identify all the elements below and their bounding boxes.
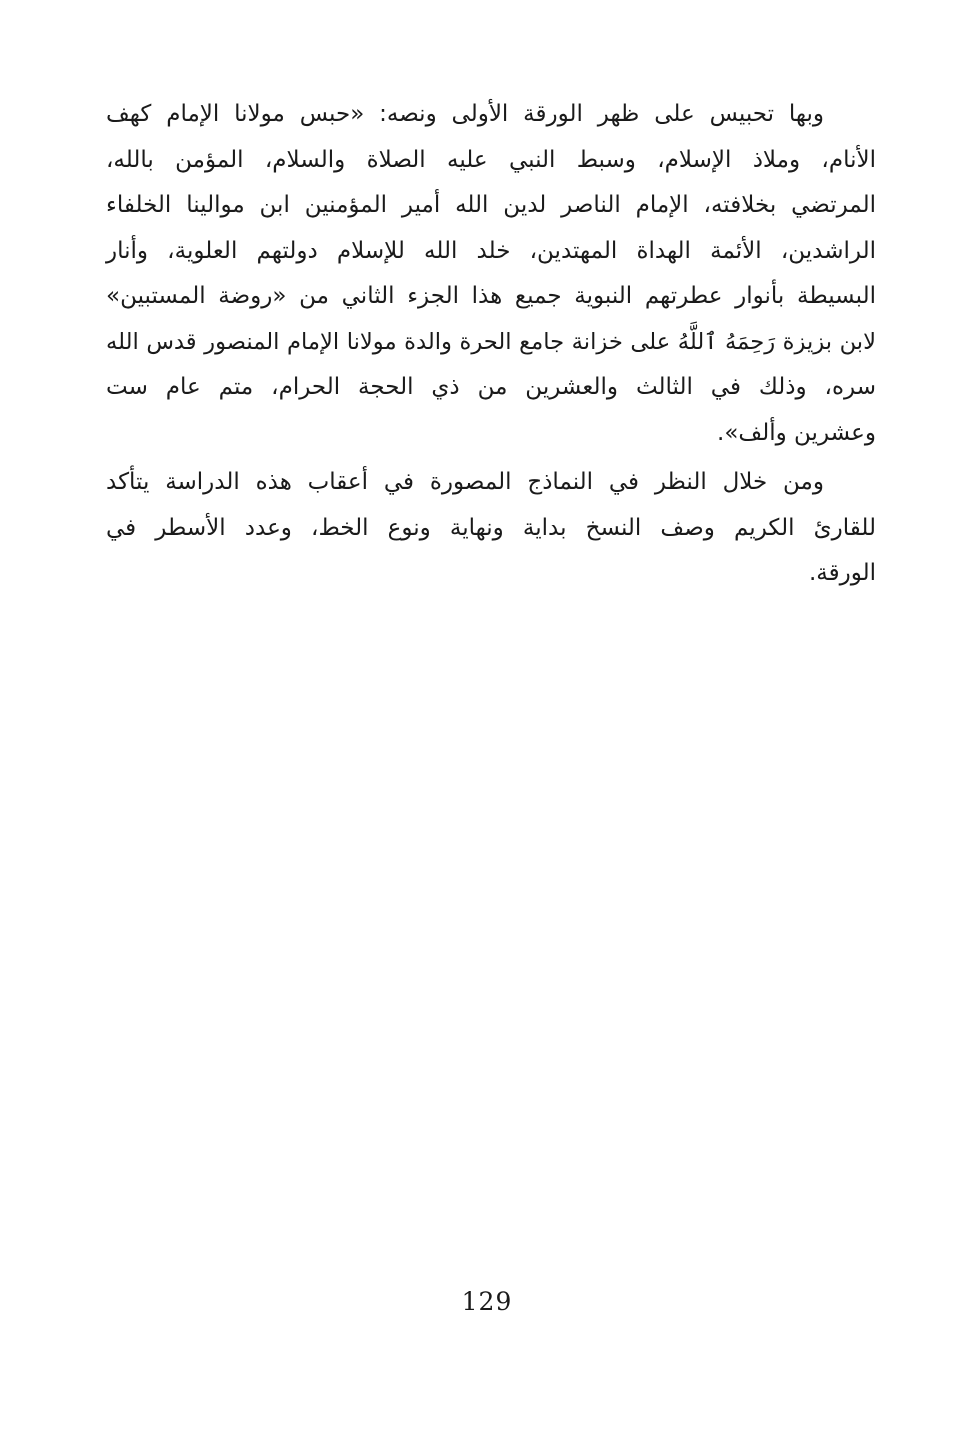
text-line: الورقة. xyxy=(808,560,876,586)
text-line: البسيطة بأنوار عطرتهم النبوية جميع هذا الجزء الثاني من «روضة المستبين» xyxy=(106,283,876,309)
text-line: وعشرين وألف». xyxy=(717,419,876,446)
page-number: 129 xyxy=(461,1287,513,1316)
text-line: للقارئ الكريم وصف النسخ بداية ونهاية ونوع الخط، وعدد الأسطر في xyxy=(106,514,876,541)
text-line: لابن بزيزة رَحِمَهُ ٱللَّهُ على خزانة جامع الحرة والدة مولانا الإمام المنصور قدس الله xyxy=(106,328,876,355)
paragraph-endowment-note xyxy=(106,92,876,456)
text-line: الراشدين، الأئمة الهداة المهتدين، خلد الله للإسلام دولتهم العلوية، وأنار xyxy=(106,237,876,264)
text-line: سره، وذلك في الثالث والعشرين من ذي الحجة الحرام، متم عام ست xyxy=(106,374,876,400)
body-text xyxy=(106,92,876,597)
paragraph-manuscript-description xyxy=(106,460,876,597)
text-line: ومن خلال النظر في النماذج المصورة في أعقاب هذه الدراسة يتأكد xyxy=(106,469,824,495)
text-line: وبها تحبيس على ظهر الورقة الأولى ونصه: «حبس مولانا الإمام كهف xyxy=(106,101,824,127)
text-line: المرتضي بخلافته، الإمام الناصر لدين الله أمير المؤمنين ابن موالينا الخلفاء xyxy=(106,192,876,218)
text-line: الأنام، وملاذ الإسلام، وسبط النبي عليه الصلاة والسلام، المؤمن بالله، xyxy=(106,146,876,173)
